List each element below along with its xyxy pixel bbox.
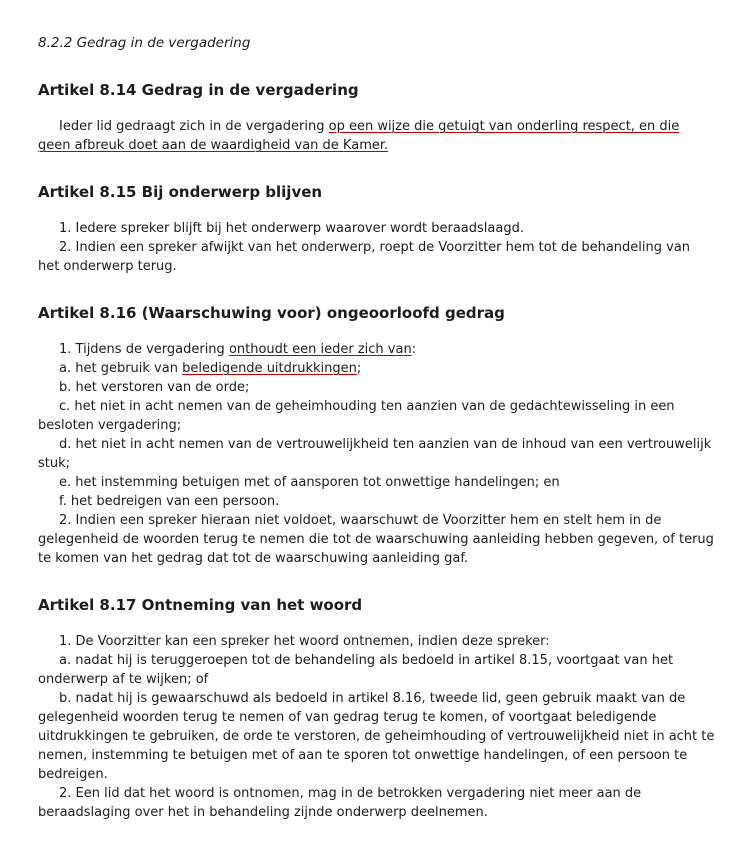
text-segment: Ieder lid gedraagt zich in de vergadering: [59, 119, 329, 134]
paragraph: [38, 397, 715, 435]
article-8-15: [38, 181, 715, 276]
paragraph: [38, 511, 715, 568]
paragraph: [38, 473, 715, 492]
paragraph: [38, 378, 715, 397]
text-segment: c. het niet in acht nemen van de geheimhouding ten aanzien van de gedachtewisseling in een besloten vergadering;: [38, 399, 675, 433]
text-segment: 1. Iedere spreker blijft bij het onderwerp waarover wordt beraadslaagd.: [59, 221, 524, 236]
text-segment: b. nadat hij is gewaarschuwd als bedoeld in artikel 8.16, tweede lid, geen gebruik maakt van de gelegenheid woorden terug te nemen of van gedrag terug te komen, of voortgaat beledigende uitdrukkingen te gebruiken, de orde te verstoren, de geheimhouding of vertrouwelijkheid niet in acht te nemen, instemming te betuigen met of aan te sporen tot onwettige handelingen, of een persoon te bedreigen.: [38, 691, 715, 782]
article-title: Artikel 8.17 Ontneming van het woord: [38, 596, 363, 614]
text-segment: 2. Een lid dat het woord is ontnomen, mag in de betrokken vergadering niet meer aan de beraadslaging over het in behandeling zijnde onderwerp deelnemen.: [38, 786, 642, 820]
paragraph: [38, 689, 715, 784]
article-8-14: [38, 79, 715, 155]
paragraph: [38, 238, 715, 276]
text-segment: 1. Tijdens de vergadering: [59, 342, 229, 357]
text-segment: d. het niet in acht nemen van de vertrouwelijkheid ten aanzien van de inhoud van een vertrouwelijk stuk;: [38, 437, 712, 471]
text-segment: 2. Indien een spreker hieraan niet voldoet, waarschuwt de Voorzitter hem en stelt hem in de gelegenheid de woorden terug te nemen die tot de waarschuwing aanleiding hebben gegeven, of terug te komen van het gedrag dat tot de waarschuwing aanleiding gaf.: [38, 513, 714, 566]
text-segment: a. het gebruik van: [59, 361, 183, 376]
text-segment: ;: [356, 361, 362, 376]
text-segment: 2. Indien een spreker afwijkt van het onderwerp, roept de Voorzitter hem tot de behandeling van het onderwerp terug.: [38, 240, 691, 274]
underlined-text-segment: op een wijze die getuigt van onderling respect, en die geen afbreuk doet aan de waardigheid van de Kamer.: [38, 119, 680, 153]
article-8-16: [38, 302, 715, 568]
paragraph: [38, 219, 715, 238]
paragraph: [38, 435, 715, 473]
article-title: Artikel 8.16 (Waarschuwing voor) ongeoorloofd gedrag: [38, 304, 505, 322]
paragraph: [38, 784, 715, 822]
paragraph: [38, 117, 715, 155]
text-segment: :: [411, 342, 417, 357]
paragraph: [38, 651, 715, 689]
text-segment: a. nadat hij is teruggeroepen tot de behandeling als bedoeld in artikel 8.15, voortgaat van het onderwerp af te wijken; of: [38, 653, 674, 687]
text-segment: f. het bedreigen van een persoon.: [59, 494, 280, 509]
paragraph: [38, 340, 715, 359]
section-heading: 8.2.2 Gedrag in de vergadering: [38, 35, 251, 51]
text-segment: 1. De Voorzitter kan een spreker het woord ontnemen, indien deze spreker:: [59, 634, 550, 649]
underlined-text-segment: onthoudt een ieder zich van: [228, 342, 412, 357]
text-segment: e. het instemming betuigen met of aansporen tot onwettige handelingen; en: [59, 475, 560, 490]
article-title: Artikel 8.14 Gedrag in de vergadering: [38, 81, 359, 99]
paragraph: [38, 359, 715, 378]
paragraph: [38, 632, 715, 651]
article-title: Artikel 8.15 Bij onderwerp blijven: [38, 183, 323, 201]
text-segment: b. het verstoren van de orde;: [59, 380, 250, 395]
paragraph: [38, 492, 715, 511]
underlined-text-segment: beledigende uitdrukkingen: [182, 361, 357, 376]
article-8-17: [38, 594, 715, 822]
